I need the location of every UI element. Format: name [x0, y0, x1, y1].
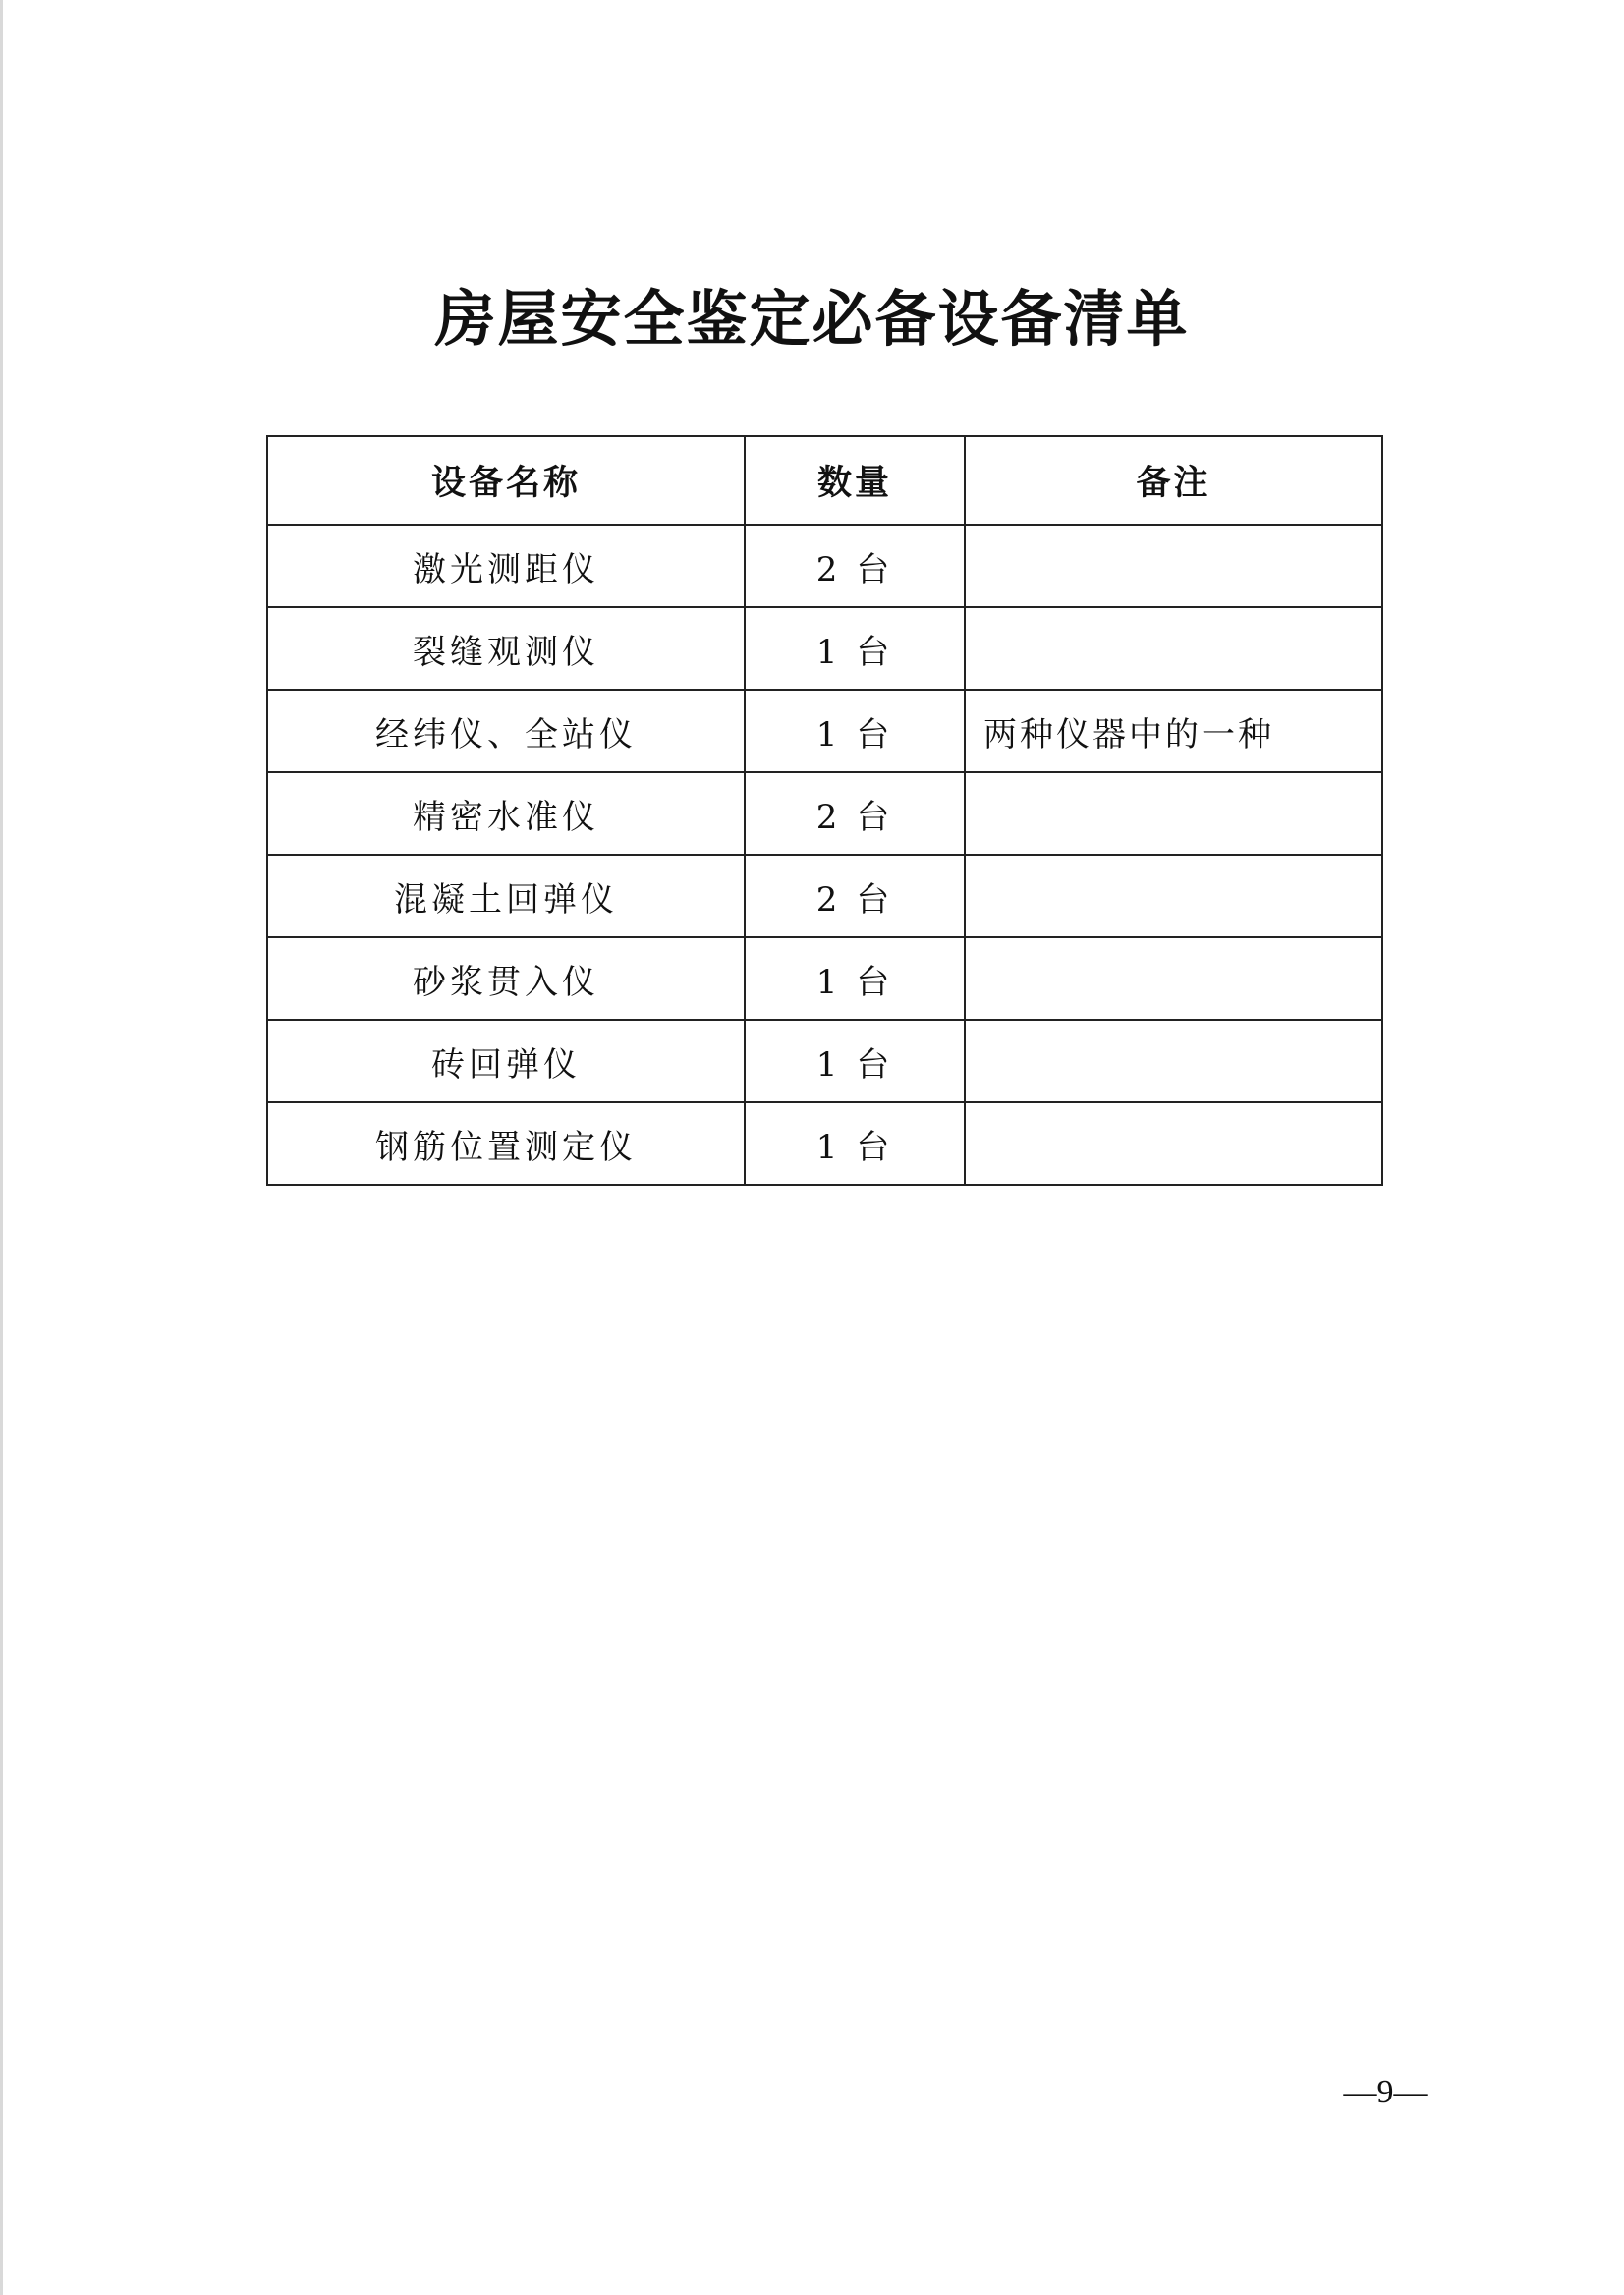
equipment-note — [965, 525, 1382, 607]
equipment-quantity: 1 台 — [745, 1020, 965, 1102]
table-row — [267, 772, 1382, 855]
equipment-quantity: 2 台 — [745, 772, 965, 855]
equipment-name: 激光测距仪 — [267, 525, 745, 607]
equipment-note — [965, 1102, 1382, 1185]
equipment-table — [266, 435, 1383, 1186]
equipment-quantity: 1 台 — [745, 607, 965, 690]
header-quantity: 数量 — [745, 436, 965, 525]
document-title: 房屋安全鉴定必备设备清单 — [434, 283, 1190, 355]
equipment-quantity: 2 台 — [745, 525, 965, 607]
equipment-quantity: 2 台 — [745, 855, 965, 937]
table-row — [267, 855, 1382, 937]
table-row — [267, 690, 1382, 772]
table-row — [267, 1020, 1382, 1102]
equipment-name: 砖回弹仪 — [267, 1020, 745, 1102]
table-row — [267, 937, 1382, 1020]
equipment-note — [965, 937, 1382, 1020]
equipment-note — [965, 855, 1382, 937]
equipment-note — [965, 1020, 1382, 1102]
equipment-name: 经纬仪、全站仪 — [267, 690, 745, 772]
header-remarks: 备注 — [965, 436, 1382, 525]
equipment-name: 精密水准仪 — [267, 772, 745, 855]
equipment-name: 裂缝观测仪 — [267, 607, 745, 690]
table-header-row — [267, 436, 1382, 525]
equipment-name: 混凝土回弹仪 — [267, 855, 745, 937]
equipment-name: 钢筋位置测定仪 — [267, 1102, 745, 1185]
equipment-name: 砂浆贯入仪 — [267, 937, 745, 1020]
table-row — [267, 1102, 1382, 1185]
header-equipment-name: 设备名称 — [267, 436, 745, 525]
page-number: —9— — [1343, 2074, 1428, 2110]
equipment-note: 两种仪器中的一种 — [965, 690, 1382, 772]
equipment-note — [965, 607, 1382, 690]
equipment-note — [965, 772, 1382, 855]
table-row — [267, 607, 1382, 690]
equipment-quantity: 1 台 — [745, 1102, 965, 1185]
equipment-quantity: 1 台 — [745, 937, 965, 1020]
table-row — [267, 525, 1382, 607]
equipment-quantity: 1 台 — [745, 690, 965, 772]
